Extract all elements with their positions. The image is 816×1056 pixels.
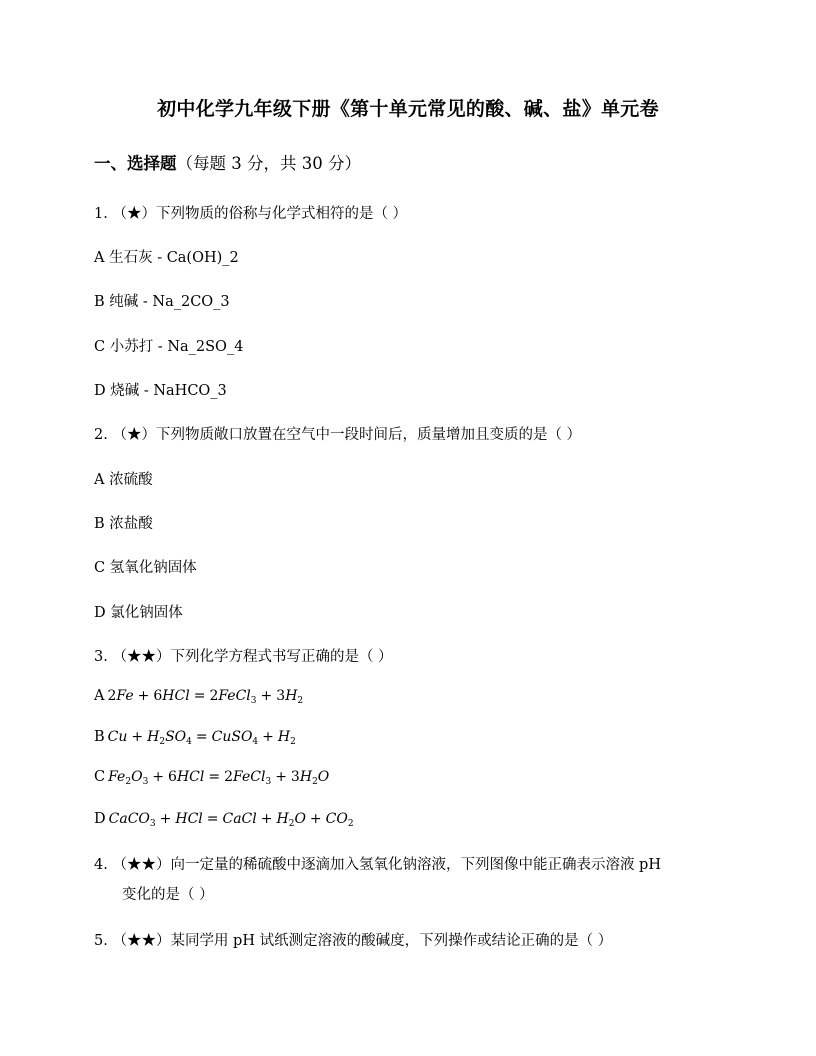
option-letter: A xyxy=(94,688,105,704)
chemical-equation: CaCO$_3$ + HCl = CaCl + $H_2O + CO_2$ xyxy=(108,811,354,829)
question-2-option-d[interactable]: D 氯化钠固体 xyxy=(94,605,183,621)
question-1-option-c[interactable]: C 小苏打 - Na_2SO_4 xyxy=(94,339,244,355)
question-1-stem: 1. （★）下列物质的俗称与化学式相符的是（ ） xyxy=(94,206,408,222)
question-2-option-c[interactable]: C 氢氧化钠固体 xyxy=(94,560,197,576)
option-letter: D xyxy=(94,811,106,827)
question-2-stem: 2. （★）下列物质敞口放置在空气中一段时间后，质量增加且变质的是（ ） xyxy=(94,427,582,443)
section-scoring-note: （每题 3 分，共 30 分） xyxy=(176,154,361,173)
question-1-option-a[interactable]: A 生石灰 - Ca(OH)_2 xyxy=(94,250,239,266)
question-2-option-a[interactable]: A 浓硫酸 xyxy=(94,472,153,488)
section-heading-text: 一、选择题 xyxy=(94,154,177,173)
question-1-option-b[interactable]: B 纯碱 - Na_2CO_3 xyxy=(94,294,230,310)
question-3-option-b[interactable] xyxy=(94,729,296,745)
question-3-option-d[interactable] xyxy=(94,811,354,827)
question-1-option-d[interactable]: D 烧碱 - NaHCO_3 xyxy=(94,383,227,399)
chemical-equation: 2Fe + 6HCl = 2FeCl$_3$ + $3H_2$ xyxy=(107,688,304,706)
question-3-option-c[interactable] xyxy=(94,769,329,785)
chemical-equation: $Cu + H_2SO_4$ = CuSO$_4$ + $H_2$ xyxy=(107,729,296,747)
question-4-stem-line-1: 4. （★★）向一定量的稀硫酸中逐滴加入氢氧化钠溶液，下列图像中能正确表示溶液 pH xyxy=(94,857,661,873)
question-2-option-b[interactable]: B 浓盐酸 xyxy=(94,516,153,532)
option-letter: C xyxy=(94,769,106,785)
section-heading xyxy=(94,150,361,174)
question-3-stem: 3. （★★）下列化学方程式书写正确的是（ ） xyxy=(94,649,393,665)
question-4-stem-line-2: 变化的是（ ） xyxy=(122,887,214,903)
option-letter: B xyxy=(94,729,105,745)
chemical-equation: $Fe_2O_3 + 6HCl$ = 2FeCl$_3$ + $3H_2O$ xyxy=(108,769,330,787)
question-5-stem: 5. （★★）某同学用 pH 试纸测定溶液的酸碱度，下列操作或结论正确的是（ ） xyxy=(94,933,613,949)
document-title: 初中化学九年级下册《第十单元常见的酸、碱、盐》单元卷 xyxy=(157,98,659,120)
question-3-option-a[interactable] xyxy=(94,688,303,704)
